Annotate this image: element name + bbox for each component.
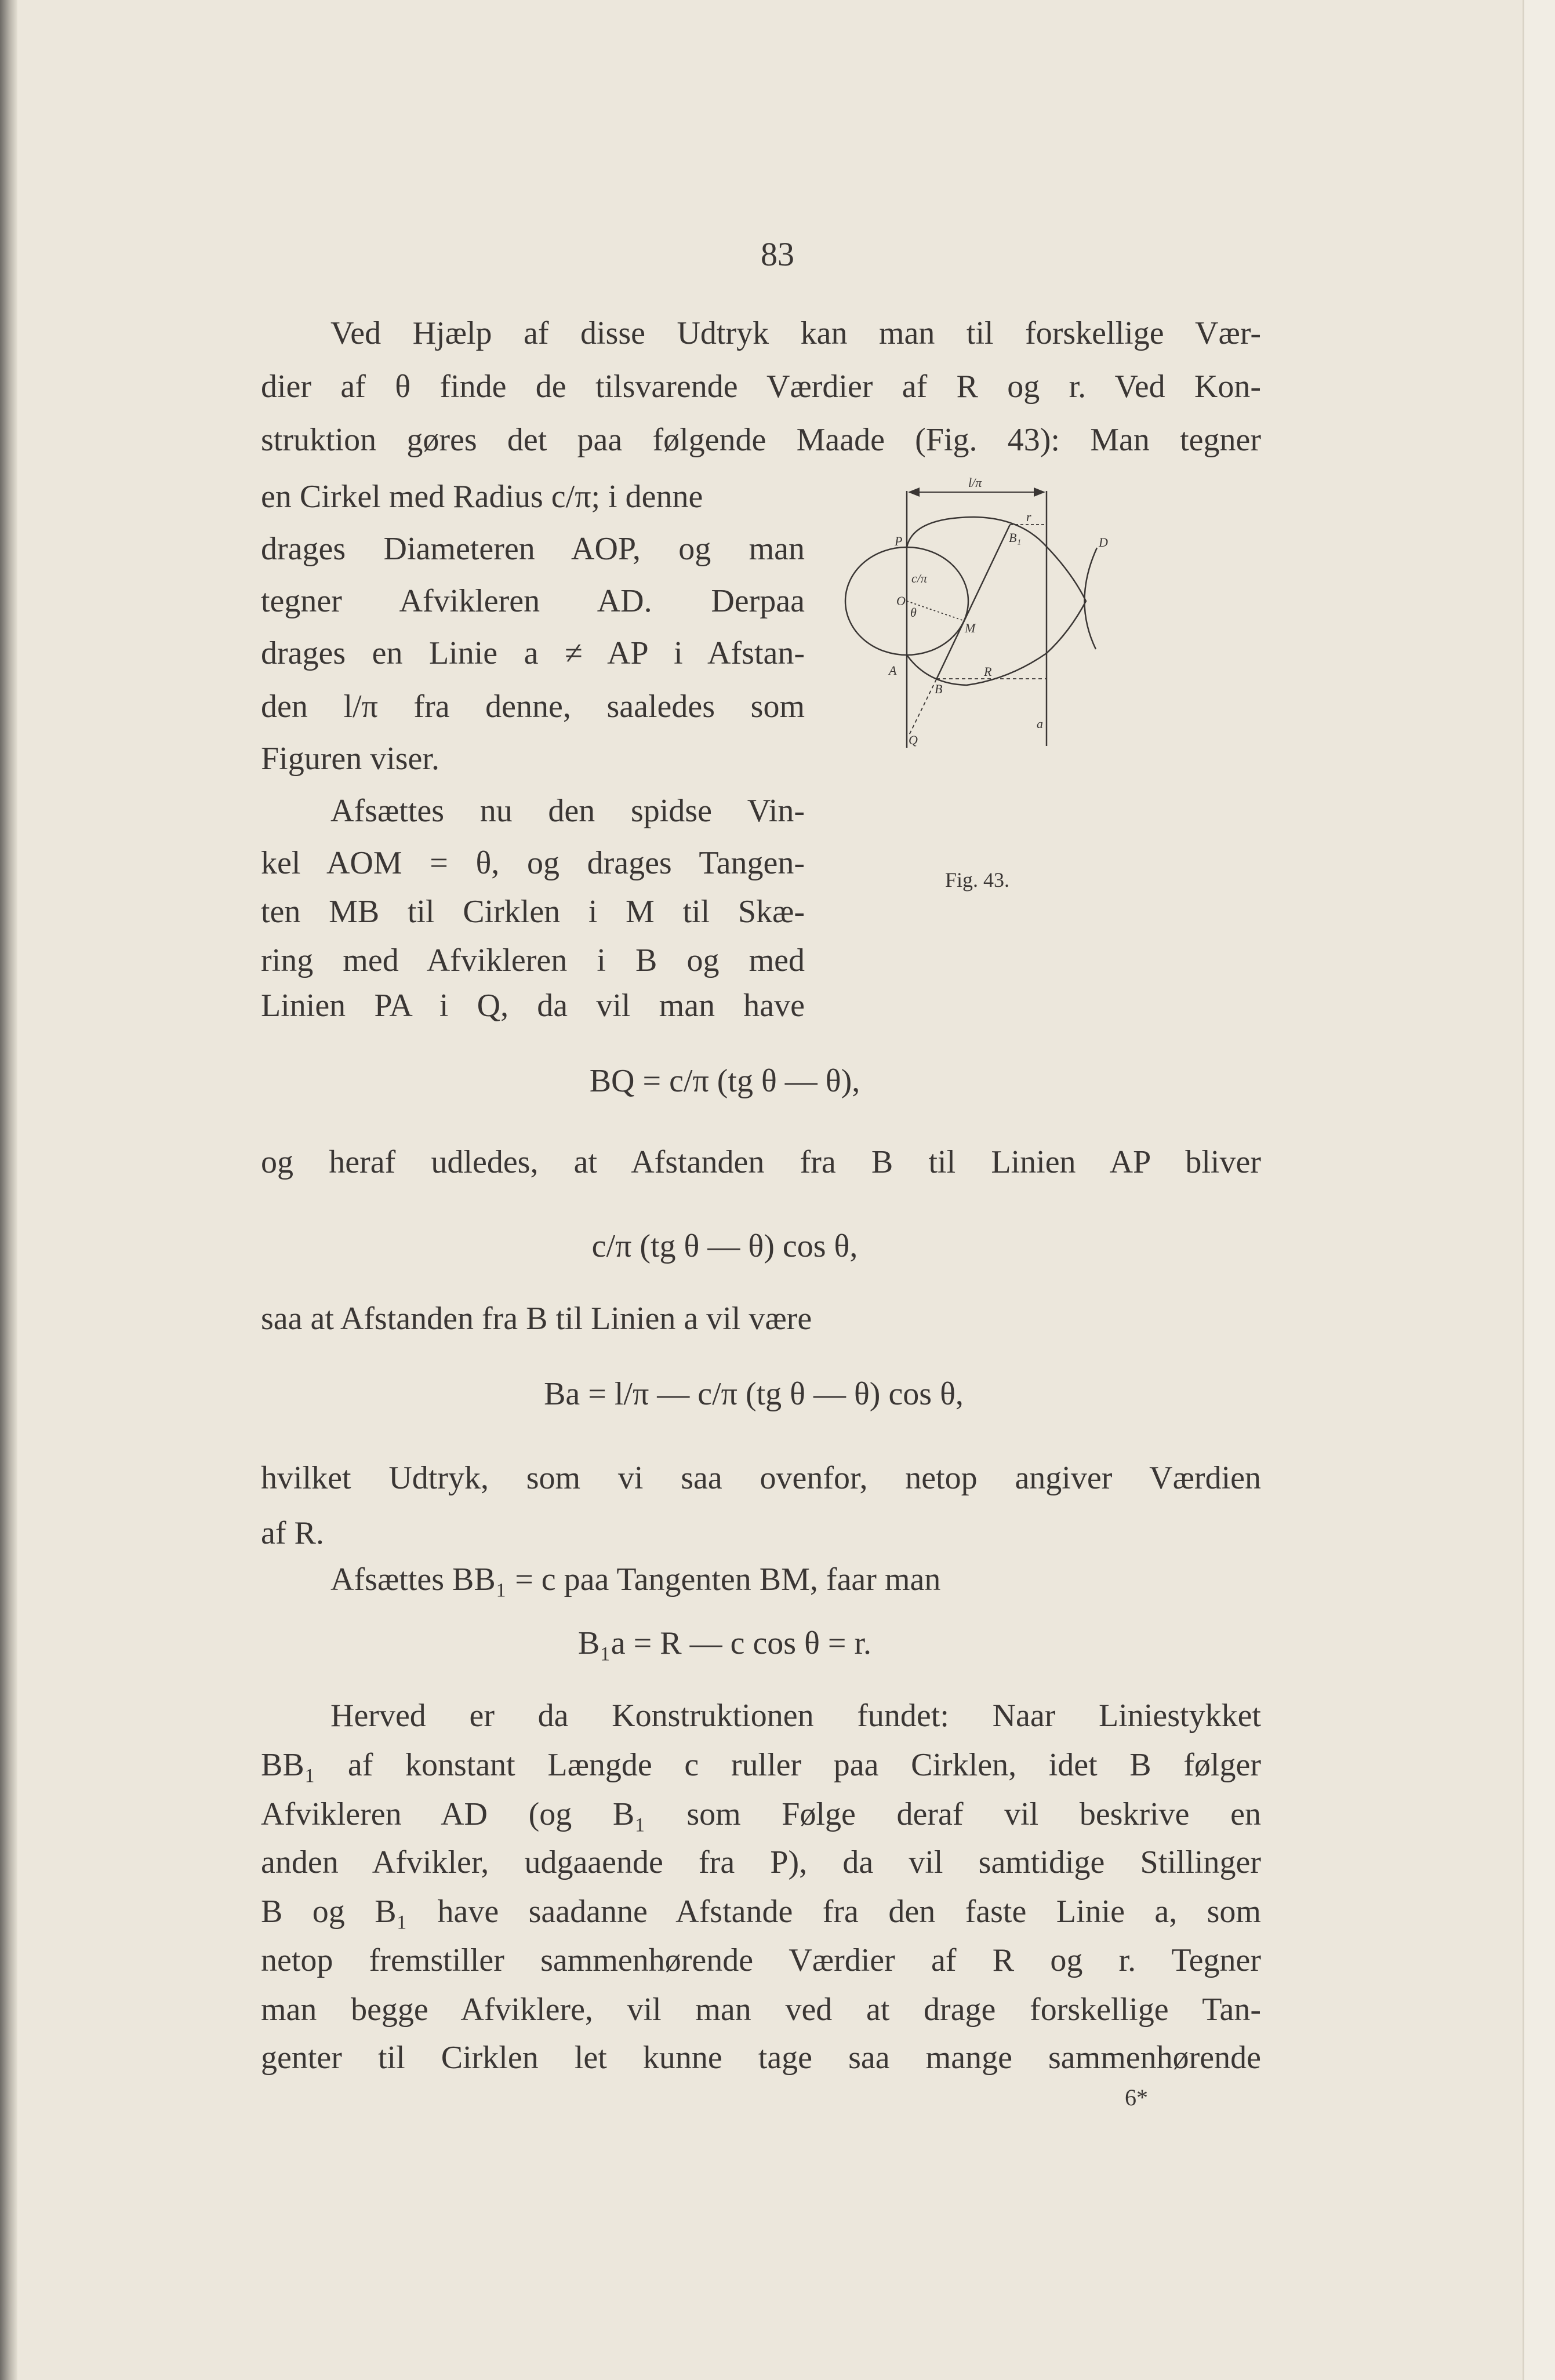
text-line: dier af θ finde de tilsvarende Værdier af R og r. Ved Kon- (261, 369, 1261, 405)
label-A: A (889, 663, 897, 678)
figure-caption: Fig. 43. (945, 868, 1010, 891)
text-line: Afsættes BB₁ = c paa Tangenten BM, faar man (330, 1562, 941, 1597)
text-line: B og B₁ have saadanne Afstande fra den faste Linie a, som (261, 1894, 1261, 1930)
formula-line: B₁a = R — c cos θ = r. (577, 1625, 872, 1661)
dashed-B-Q (909, 679, 936, 736)
label-l-over-pi: l/π (968, 475, 982, 490)
text-line: netop fremstiller sammenhørende Værdier af R og r. Tegner (261, 1942, 1261, 1978)
text-line: Ved Hjælp af disse Udtryk kan man til forskellige Vær- (330, 315, 1261, 351)
label-R: R (984, 664, 992, 679)
signature-mark: 6* (1125, 2084, 1148, 2110)
label-B1: B₁ (1009, 530, 1022, 545)
label-M: M (965, 621, 976, 635)
formula-line: c/π (tg θ — θ) cos θ, (591, 1228, 858, 1264)
text-line: Afsættes nu den spidse Vin- (330, 793, 805, 829)
label-P: P (895, 534, 903, 548)
text-line: kel AOM = θ, og drages Tangen- (261, 845, 805, 881)
text-line: og heraf udledes, at Afstanden fra B til Linien AP bliver (261, 1144, 1261, 1180)
text-line: af R. (261, 1515, 324, 1551)
label-theta: θ (910, 605, 917, 620)
text-line: genter til Cirklen let kunne tage saa mange sammenhørende (261, 2040, 1261, 2076)
label-B: B (935, 682, 943, 696)
label-O: O (896, 594, 906, 608)
text-line: ring med Afvikleren i B og med (261, 942, 805, 978)
text-line: anden Afvikler, udgaaende fra P), da vil samtidige Stillinger (261, 1844, 1261, 1880)
text-line: Linien PA i Q, da vil man have (261, 988, 805, 1024)
involute-AD-B1 (907, 517, 1086, 685)
text-line: den l/π fra denne, saaledes som (261, 689, 805, 725)
text-line: Herved er da Konstruktionen fundet: Naar Liniestykket (330, 1698, 1261, 1734)
text-line: Afvikleren AD (og B₁ som Følge deraf vil beskrive en (261, 1796, 1261, 1832)
label-D: D (1099, 535, 1108, 549)
text-line: Figuren viser. (261, 741, 439, 777)
page-number: 83 (761, 235, 794, 273)
label-Q: Q (909, 733, 918, 747)
text-line: man begge Afviklere, vil man ved at drage forskellige Tan- (261, 1992, 1261, 2028)
text-line: struktion gøres det paa følgende Maade (Fig. 43): Man tegner (261, 422, 1261, 458)
label-r: r (1026, 510, 1031, 524)
text-line: BB₁ af konstant Længde c ruller paa Cirklen, idet B følger (261, 1747, 1261, 1783)
text-line: tegner Afvikleren AD. Derpaa (261, 583, 805, 619)
formula-line: BQ = c/π (tg θ — θ), (589, 1063, 860, 1099)
text-line: ten MB til Cirklen i M til Skæ- (261, 894, 805, 930)
label-c-over-pi: c/π (911, 571, 927, 585)
text-line: saa at Afstanden fra B til Linien a vil være (261, 1301, 812, 1337)
text-line: en Cirkel med Radius c/π; i denne (261, 479, 703, 515)
formula-line: Ba = l/π — c/π (tg θ — θ) cos θ, (544, 1376, 964, 1412)
label-a: a (1037, 716, 1043, 731)
tangent-B-B1 (936, 525, 1010, 679)
text-line: drages Diameteren AOP, og man (261, 531, 805, 567)
involute-D (1084, 548, 1097, 649)
text-line: hvilket Udtryk, som vi saa ovenfor, netop angiver Værdien (261, 1460, 1261, 1496)
text-line: drages en Linie a ≠ AP i Afstan- (261, 635, 805, 671)
